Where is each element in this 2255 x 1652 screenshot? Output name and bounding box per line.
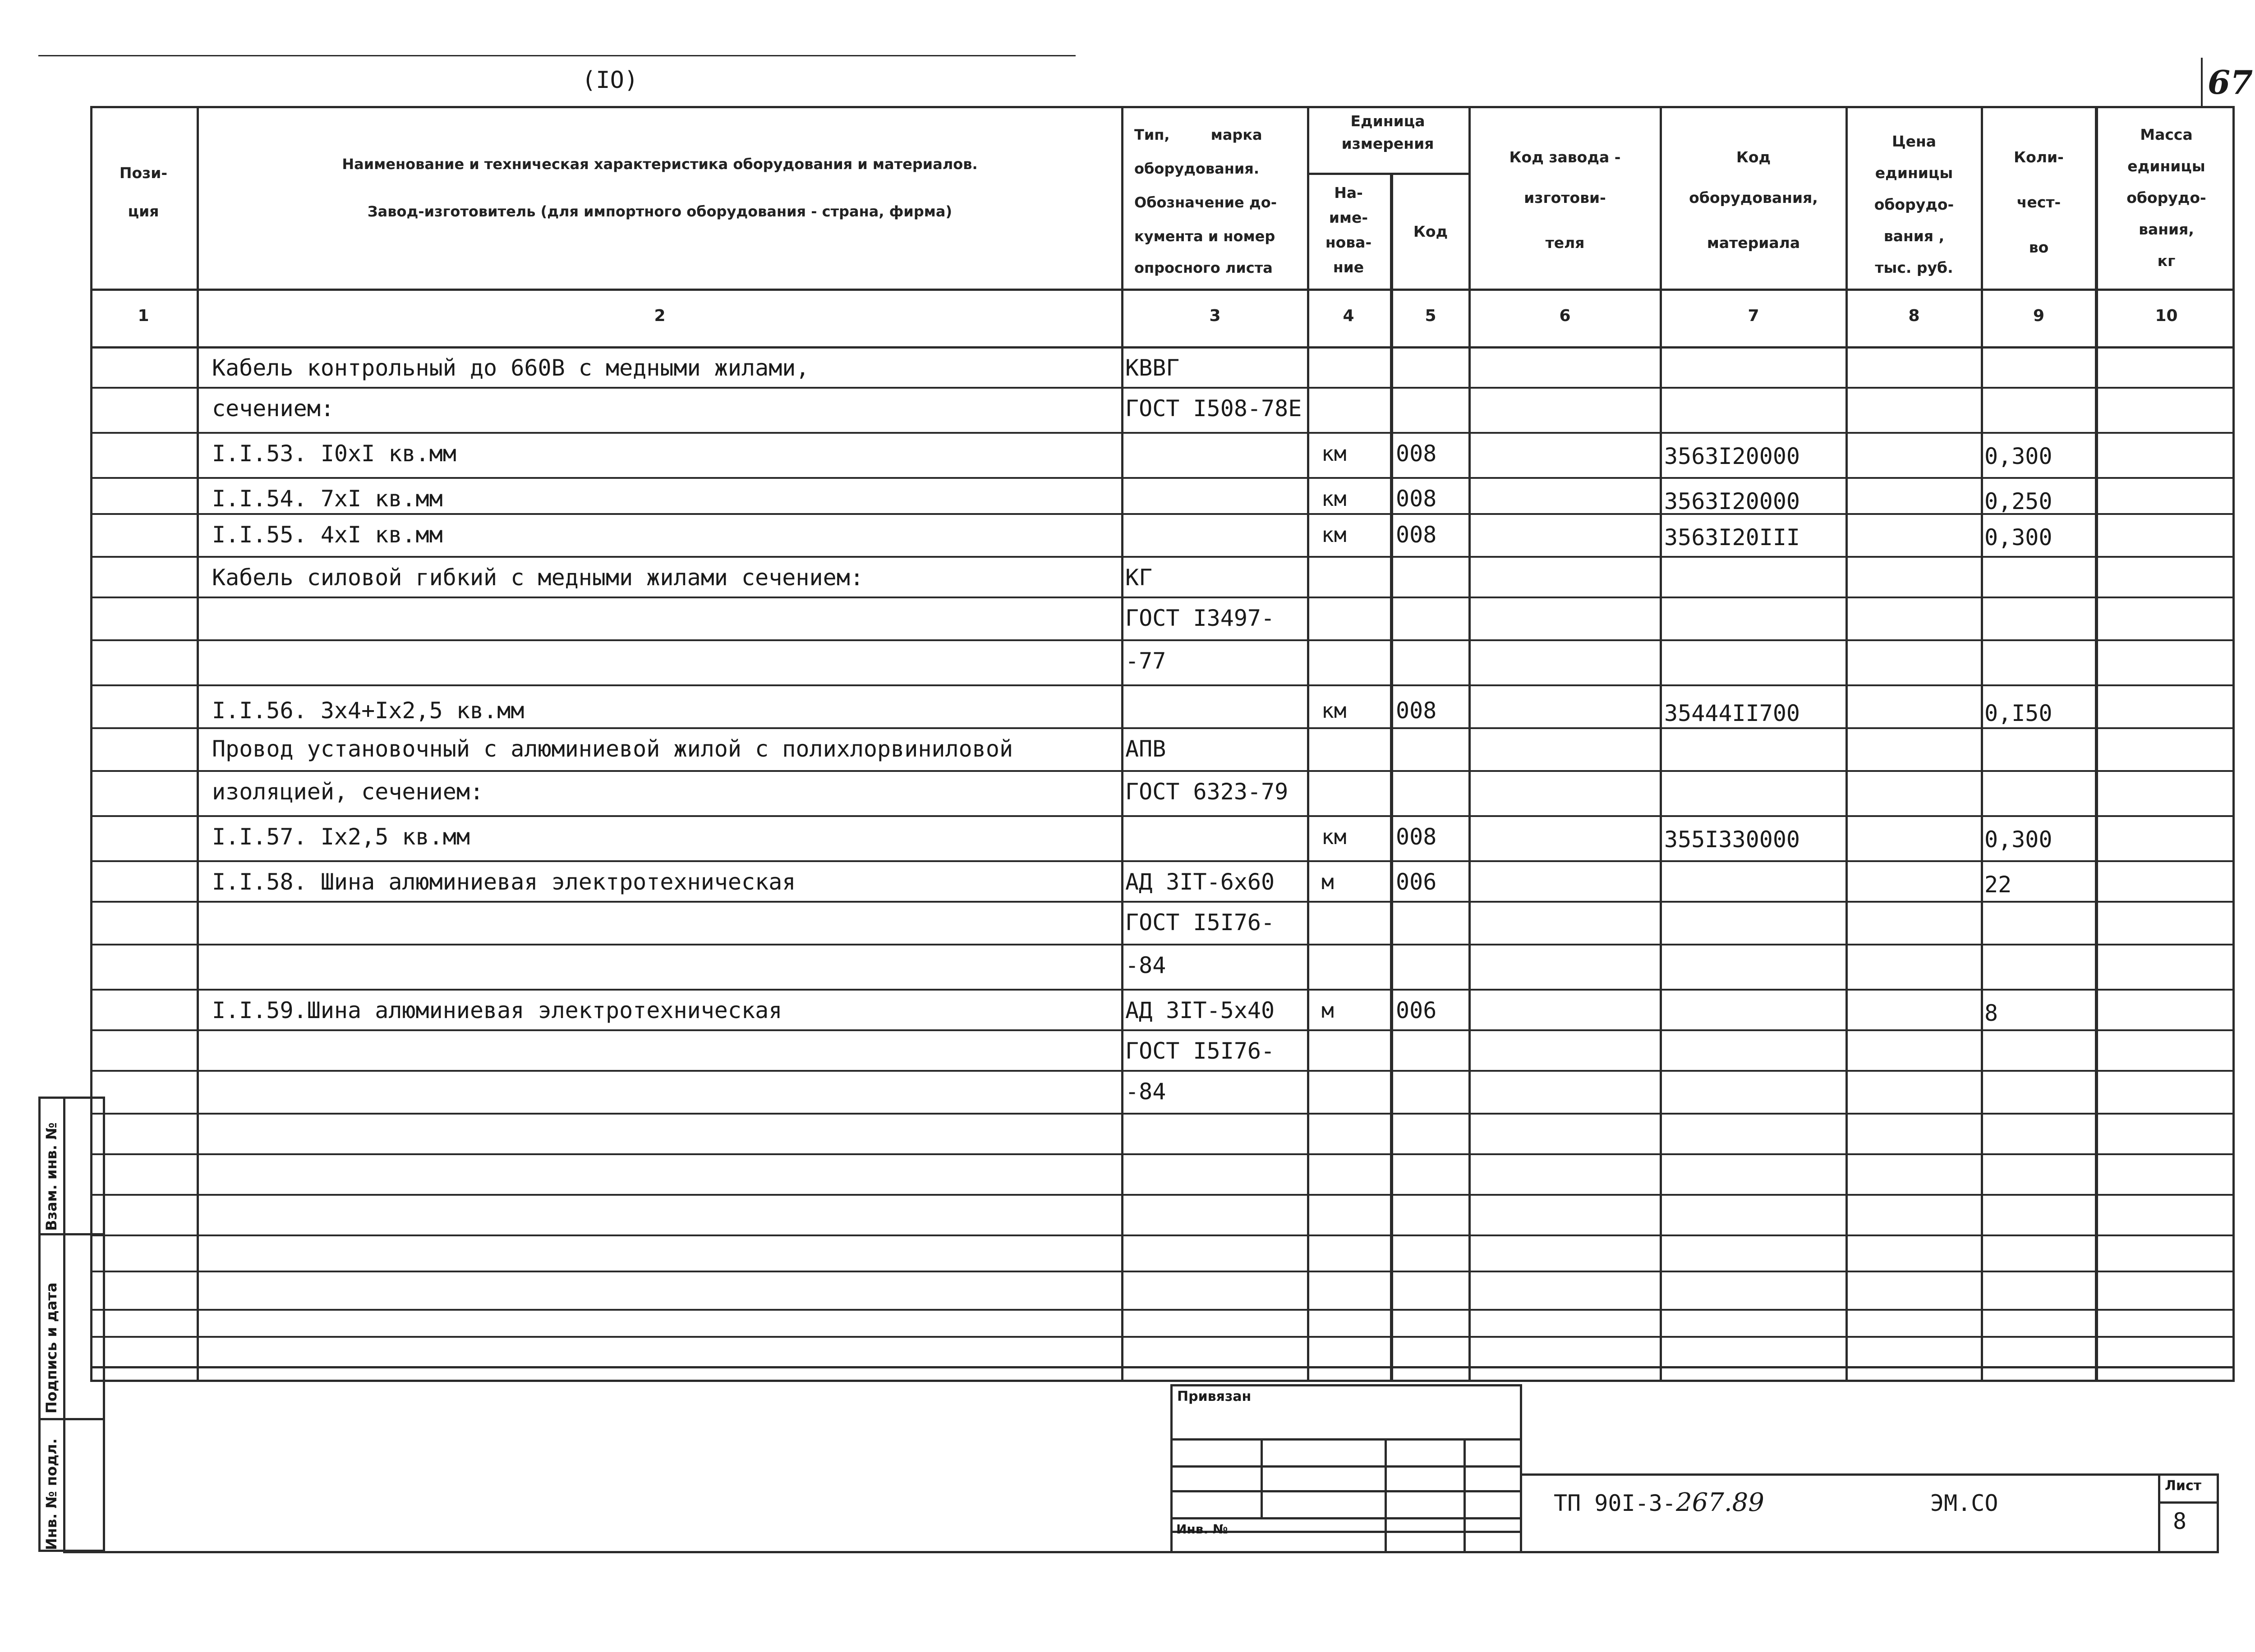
cell-qty: 0,300 bbox=[1984, 443, 2053, 469]
cell-code: 355I330000 bbox=[1664, 826, 1800, 853]
stamp-inv-label: Инв. № bbox=[1176, 1522, 1228, 1537]
cell-unit: км bbox=[1321, 825, 1347, 849]
page-marker: (IO) bbox=[582, 67, 639, 94]
cell-name: I.I.59.Шина алюминиевая электротехническая bbox=[212, 997, 782, 1023]
cell-ucode: 008 bbox=[1396, 441, 1437, 467]
doc-section: ЭМ.СО bbox=[1930, 1490, 1998, 1516]
sheet-number: 8 bbox=[2173, 1508, 2187, 1534]
cell-type: ГОСТ I5I76- bbox=[1125, 909, 1275, 936]
hdr-col9-3: во bbox=[2029, 239, 2049, 256]
hdr-col3-line4: кумента и номер bbox=[1134, 228, 1275, 245]
hdr-col4-4: ние bbox=[1333, 258, 1364, 276]
col-line-1 bbox=[197, 106, 199, 1382]
hdr-col7-1: Код bbox=[1736, 148, 1771, 166]
hdr-col10-1: Масса bbox=[2140, 126, 2193, 143]
row-line bbox=[90, 556, 2235, 558]
colnum-1: 1 bbox=[138, 307, 149, 325]
side-line-2 bbox=[38, 1418, 105, 1420]
colnum-8: 8 bbox=[1908, 307, 1920, 325]
cell-name: сечением: bbox=[212, 395, 334, 422]
cell-type: КГ bbox=[1125, 564, 1153, 591]
hdr-col6-1: Код завода - bbox=[1509, 148, 1621, 166]
row-line bbox=[90, 1153, 2235, 1155]
cell-ucode: 008 bbox=[1396, 522, 1437, 548]
row-line bbox=[90, 1194, 2235, 1196]
cell-name: Провод установочный с алюминиевой жилой с полихлорвиниловой bbox=[212, 736, 1013, 762]
cell-qty: 0,250 bbox=[1984, 488, 2053, 514]
stamp-grid-v3 bbox=[1463, 1438, 1466, 1551]
hdr-unit-group-1: Единица bbox=[1350, 112, 1425, 130]
hdr-col3-line3: Обозначение до- bbox=[1134, 194, 1277, 211]
row-line bbox=[90, 989, 2235, 991]
side-label-replacement: Взам. инв. № bbox=[43, 1122, 60, 1231]
cell-code: 35444II700 bbox=[1664, 700, 1800, 726]
stamp-grid-h1 bbox=[1170, 1465, 1522, 1468]
hdr-col9-1: Коли- bbox=[2014, 148, 2064, 166]
stamp-grid-h3 bbox=[1170, 1517, 1522, 1519]
numbers-bottom-line bbox=[90, 346, 2235, 349]
col-line-9 bbox=[2095, 106, 2098, 1382]
hdr-col4-1: На- bbox=[1334, 184, 1363, 202]
cell-name: Кабель силовой гибкий с медными жилами сечением: bbox=[212, 564, 864, 591]
hdr-col4-3: нова- bbox=[1325, 234, 1372, 251]
cell-type: -77 bbox=[1125, 648, 1166, 674]
bottom-frame-line bbox=[63, 1551, 2219, 1553]
cell-ucode: 006 bbox=[1396, 997, 1437, 1023]
hdr-col8-2: единицы bbox=[1875, 164, 1953, 182]
side-label-inventory: Инв. № подл. bbox=[43, 1438, 60, 1550]
row-line bbox=[90, 815, 2235, 817]
header-bottom-line bbox=[90, 289, 2235, 291]
col-line-2 bbox=[1121, 106, 1123, 1382]
colnum-3: 3 bbox=[1209, 307, 1221, 325]
cell-qty: 0,300 bbox=[1984, 524, 2053, 551]
hdr-col1-line1: Пози- bbox=[119, 164, 168, 182]
cell-type: АД 3IТ-6x60 bbox=[1125, 869, 1275, 895]
cell-code: 3563I20000 bbox=[1664, 443, 1800, 469]
hdr-col7-2: оборудования, bbox=[1689, 189, 1818, 206]
hdr-col3-line2: оборудования. bbox=[1134, 160, 1259, 177]
row-line bbox=[90, 1234, 2235, 1236]
side-line-1 bbox=[38, 1233, 105, 1235]
row-line bbox=[90, 639, 2235, 641]
row-line bbox=[90, 770, 2235, 772]
row-line bbox=[90, 727, 2235, 729]
row-line bbox=[90, 597, 2235, 598]
stamp-grid-h2 bbox=[1170, 1490, 1522, 1492]
sheet-handwritten: 67 bbox=[2208, 63, 2253, 101]
cell-unit: м bbox=[1321, 998, 1334, 1023]
hdr-col10-2: единицы bbox=[2127, 157, 2205, 175]
col-line-8 bbox=[1981, 106, 1983, 1382]
colnum-6: 6 bbox=[1559, 307, 1571, 325]
row-line bbox=[90, 684, 2235, 686]
row-line bbox=[90, 387, 2235, 389]
row-line bbox=[90, 1029, 2235, 1031]
hdr-col8-1: Цена bbox=[1891, 133, 1937, 150]
hdr-col5: Код bbox=[1413, 223, 1448, 240]
cell-name: I.I.54. 7xI кв.мм bbox=[212, 486, 443, 512]
cell-type: ГОСТ I5I76- bbox=[1125, 1038, 1275, 1064]
code-block-top bbox=[1522, 1473, 2219, 1476]
body-bottom-line bbox=[90, 1366, 2235, 1368]
cell-qty: 0,300 bbox=[1984, 826, 2053, 853]
cell-unit: км bbox=[1321, 523, 1347, 547]
row-line bbox=[90, 432, 2235, 434]
bottom-frame-right bbox=[2217, 1474, 2219, 1553]
doc-code-hand: 267.89 bbox=[1675, 1488, 1764, 1517]
cell-name: I.I.56. 3x4+Ix2,5 кв.мм bbox=[212, 698, 525, 724]
row-line bbox=[90, 1271, 2235, 1272]
cell-name: Кабель контрольный до 660В с медными жилами, bbox=[212, 355, 810, 381]
colnum-2: 2 bbox=[654, 307, 666, 325]
hdr-col8-4: вания , bbox=[1883, 227, 1945, 245]
cell-type: КВВГ bbox=[1125, 355, 1180, 381]
col-line-5 bbox=[1468, 106, 1471, 1382]
hdr-col10-3: оборудо- bbox=[2126, 189, 2206, 206]
hdr-col10-4: вания, bbox=[2139, 220, 2194, 238]
cell-type: ГОСТ I3497- bbox=[1125, 605, 1275, 631]
row-line bbox=[90, 1113, 2235, 1115]
col-line-3 bbox=[1307, 106, 1309, 1382]
row-line bbox=[90, 860, 2235, 862]
sheet-label: Лист bbox=[2165, 1478, 2202, 1494]
colnum-5: 5 bbox=[1425, 307, 1436, 325]
hdr-col1-line2: ция bbox=[128, 202, 159, 220]
cell-type: АПВ bbox=[1125, 736, 1166, 762]
cell-name: I.I.57. Ix2,5 кв.мм bbox=[212, 824, 470, 850]
sheet-cell-left bbox=[2158, 1473, 2160, 1551]
hdr-col3-line5: опросного листа bbox=[1134, 259, 1273, 276]
row-line bbox=[90, 944, 2235, 945]
hdr-col6-3: теля bbox=[1545, 234, 1585, 252]
cell-name: I.I.55. 4xI кв.мм bbox=[212, 522, 443, 548]
hdr-col8-5: тыс. руб. bbox=[1875, 259, 1953, 276]
hdr-col6-2: изготови- bbox=[1524, 189, 1606, 206]
cell-unit: м bbox=[1321, 870, 1334, 894]
hdr-col7-3: материала bbox=[1707, 234, 1800, 252]
colnum-10: 10 bbox=[2155, 307, 2178, 325]
cell-unit: км bbox=[1321, 486, 1347, 511]
doc-code-print: ТП 90I-3- bbox=[1554, 1490, 1676, 1516]
stamp-privyazan-label: Привязан bbox=[1177, 1389, 1252, 1404]
colnum-9: 9 bbox=[2033, 307, 2045, 325]
cell-type: ГОСТ I508-78Е bbox=[1125, 395, 1302, 422]
hdr-col10-5: кг bbox=[2157, 252, 2176, 270]
cell-type: -84 bbox=[1125, 952, 1166, 978]
cell-ucode: 008 bbox=[1396, 486, 1437, 512]
row-line bbox=[90, 901, 2235, 903]
stamp-grid-v2 bbox=[1385, 1438, 1387, 1551]
unit-group-line bbox=[1307, 173, 1468, 175]
hdr-col8-3: оборудо- bbox=[1874, 196, 1954, 213]
colnum-7: 7 bbox=[1748, 307, 1759, 325]
cell-ucode: 006 bbox=[1396, 869, 1437, 895]
col-line-6 bbox=[1660, 106, 1662, 1382]
cell-name: I.I.58. Шина алюминиевая электротехническая bbox=[212, 869, 796, 895]
row-line bbox=[90, 513, 2235, 515]
colnum-4: 4 bbox=[1343, 307, 1354, 325]
row-line bbox=[90, 1336, 2235, 1338]
hdr-col2-line2: Завод-изготовитель (для импортного оборудования - страна, фирма) bbox=[367, 203, 953, 220]
row-line bbox=[90, 477, 2235, 479]
hdr-col4-2: име- bbox=[1329, 209, 1368, 226]
stamp-grid-v1 bbox=[1261, 1438, 1263, 1519]
cell-ucode: 008 bbox=[1396, 698, 1437, 724]
top-rule bbox=[38, 55, 1076, 56]
cell-code: 3563I20000 bbox=[1664, 488, 1800, 514]
row-line bbox=[90, 1309, 2235, 1311]
hdr-col2-line1: Наименование и техническая характеристика оборудования и материалов. bbox=[342, 156, 978, 173]
row-line bbox=[90, 1070, 2235, 1072]
doc-code bbox=[1554, 1488, 1764, 1517]
col-line-7 bbox=[1845, 106, 1848, 1382]
cell-type: АД 3IТ-5x40 bbox=[1125, 997, 1275, 1023]
side-divider bbox=[63, 1097, 65, 1552]
side-label-signature: Подпись и дата bbox=[43, 1282, 60, 1413]
cell-unit: км bbox=[1321, 698, 1347, 723]
cell-name: I.I.53. I0xI кв.мм bbox=[212, 441, 456, 467]
cell-type: ГОСТ 6323-79 bbox=[1125, 779, 1289, 805]
cell-qty: 8 bbox=[1984, 1000, 1998, 1026]
col-line-4 bbox=[1390, 174, 1393, 1382]
hdr-unit-group-2: измерения bbox=[1341, 135, 1434, 152]
cell-name: изоляцией, сечением: bbox=[212, 779, 484, 805]
sheet-box-divider bbox=[2201, 58, 2203, 107]
sheet-cell-divider bbox=[2158, 1501, 2219, 1504]
cell-unit: км bbox=[1321, 441, 1347, 466]
hdr-col9-2: чест- bbox=[2016, 193, 2061, 211]
cell-type: -84 bbox=[1125, 1078, 1166, 1105]
hdr-col3-line1: Тип, марка bbox=[1134, 126, 1262, 143]
cell-code: 3563I20III bbox=[1664, 524, 1800, 551]
cell-qty: 0,I50 bbox=[1984, 700, 2053, 726]
cell-ucode: 008 bbox=[1396, 824, 1437, 850]
cell-qty: 22 bbox=[1984, 872, 2012, 898]
